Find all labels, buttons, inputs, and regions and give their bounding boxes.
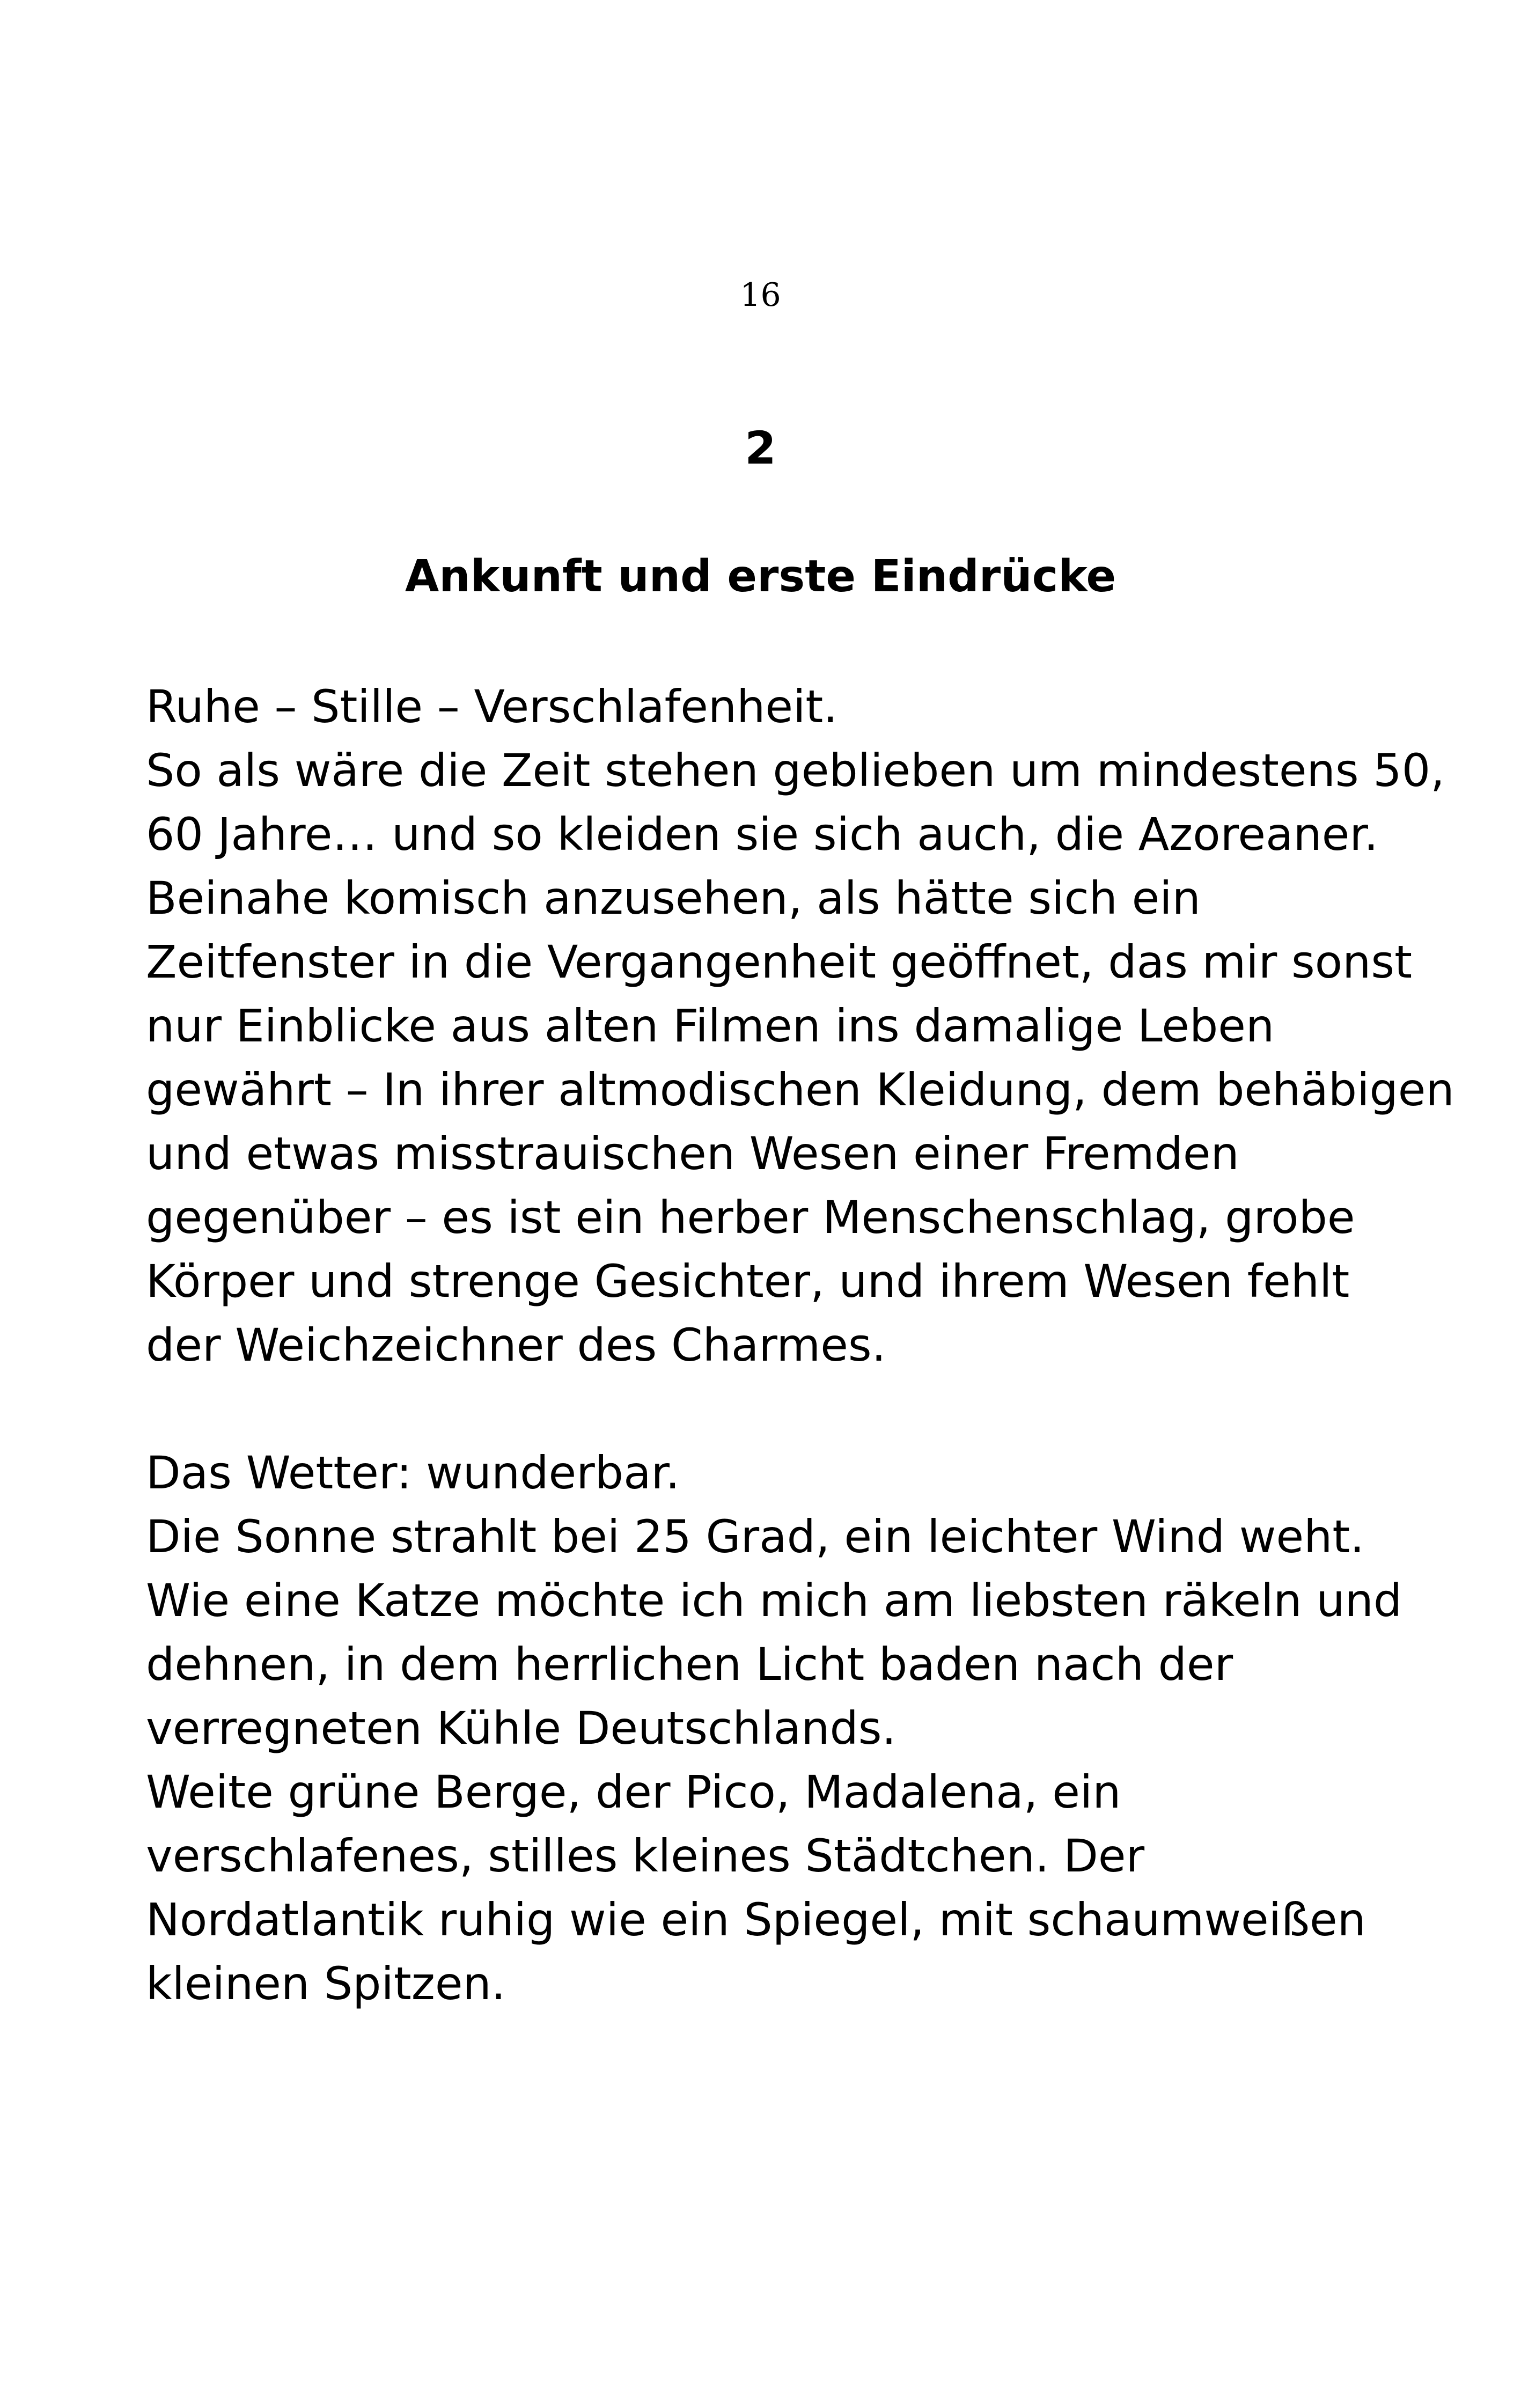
paragraph-spacer xyxy=(146,1377,1380,1441)
paragraph xyxy=(146,675,1454,1377)
text-line: So als wäre die Zeit stehen geblieben um mindestens 50, xyxy=(146,744,1445,797)
text-line: Das Wetter: wunderbar. xyxy=(146,1447,680,1499)
text-line: der Weichzeichner des Charmes. xyxy=(146,1319,886,1371)
text-line: Körper und strenge Gesichter, und ihrem Wesen fehlt xyxy=(146,1255,1350,1308)
text-line: dehnen, in dem herrlichen Licht baden nach der xyxy=(146,1638,1233,1691)
text-line: Die Sonne strahlt bei 25 Grad, ein leichter Wind weht. xyxy=(146,1510,1364,1563)
paragraph xyxy=(146,1441,1402,2016)
text-line: verschlafenes, stilles kleines Städtchen. Der xyxy=(146,1830,1145,1882)
chapter-number: 2 xyxy=(745,422,776,474)
text-line: gegenüber – es ist ein herber Menschenschlag, grobe xyxy=(146,1191,1355,1244)
text-line: Beinahe komisch anzusehen, als hätte sich ein xyxy=(146,872,1201,924)
text-line: Weite grüne Berge, der Pico, Madalena, ein xyxy=(146,1766,1121,1818)
text-line: gewährt – In ihrer altmodischen Kleidung, dem behäbigen xyxy=(146,1063,1454,1116)
text-line: Zeitfenster in die Vergangenheit geöffnet, das mir sonst xyxy=(146,936,1413,988)
text-line: Ruhe – Stille – Verschlafenheit. xyxy=(146,680,838,733)
body-text xyxy=(146,675,1454,2016)
text-line: kleinen Spitzen. xyxy=(146,1957,506,2010)
text-line: und etwas misstrauischen Wesen einer Fremden xyxy=(146,1127,1239,1180)
text-line: nur Einblicke aus alten Filmen ins damalige Leben xyxy=(146,1000,1275,1052)
page-number: 16 xyxy=(740,276,781,314)
text-line: verregneten Kühle Deutschlands. xyxy=(146,1702,897,1754)
text-line: Wie eine Katze möchte ich mich am liebsten räkeln und xyxy=(146,1574,1402,1627)
text-line: Nordatlantik ruhig wie ein Spiegel, mit schaumweißen xyxy=(146,1893,1366,1946)
text-line: 60 Jahre… und so kleiden sie sich auch, die Azoreaner. xyxy=(146,808,1378,861)
chapter-title: Ankunft und erste Eindrücke xyxy=(405,551,1116,602)
